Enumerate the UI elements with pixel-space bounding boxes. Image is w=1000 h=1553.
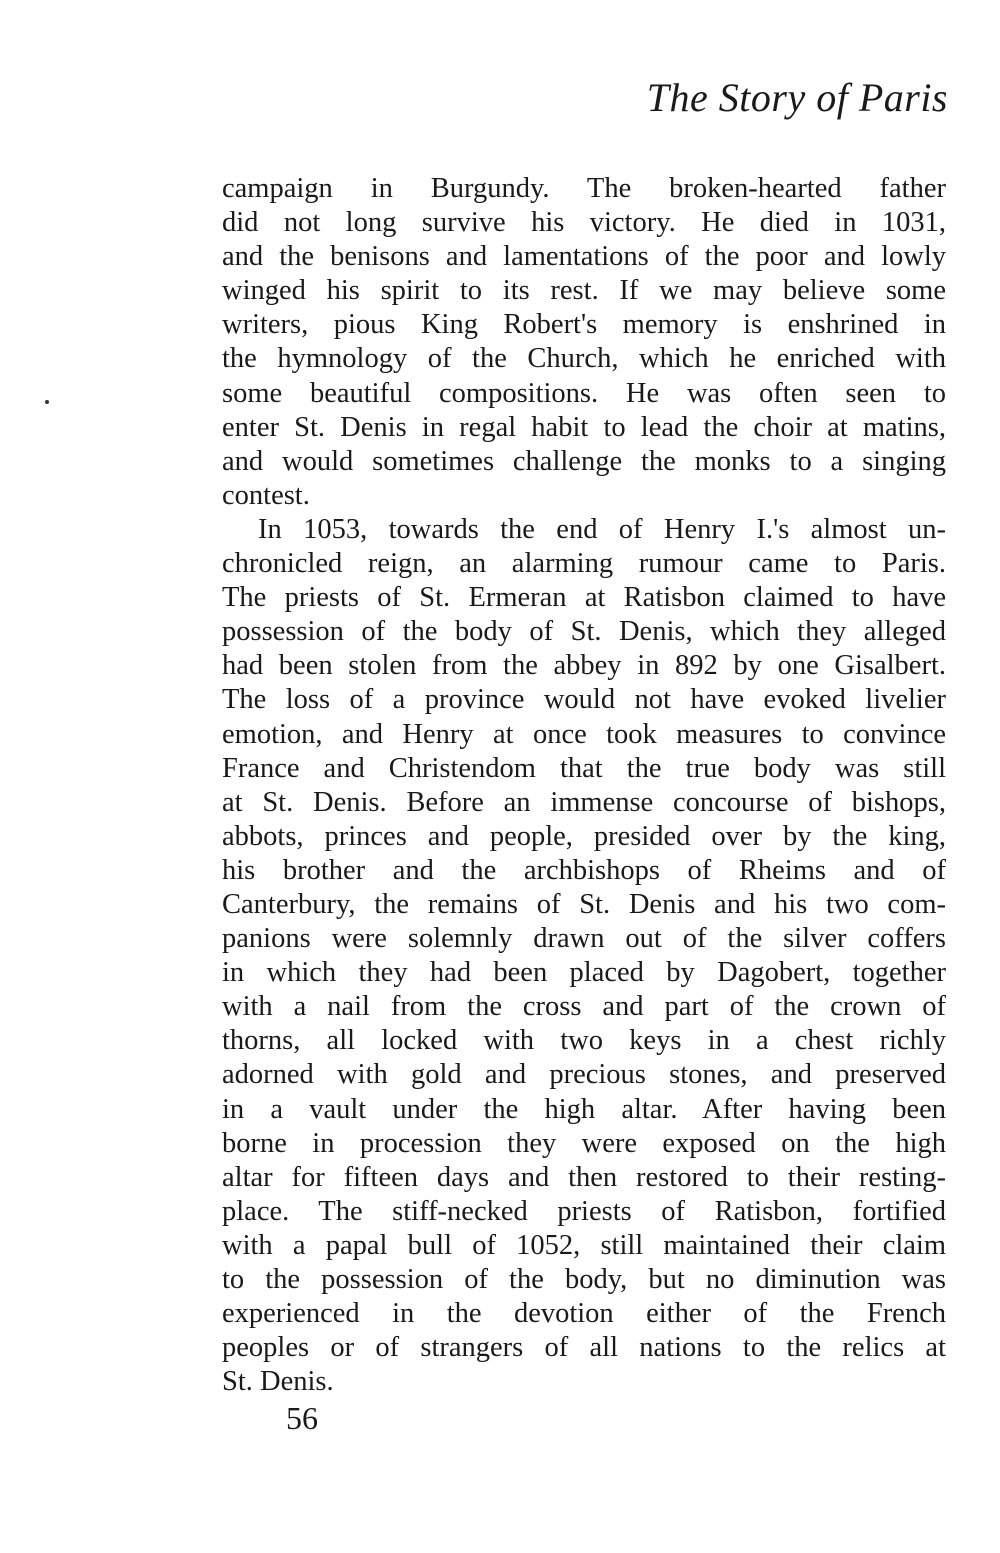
text-line: borne in procession they were exposed on the high [222,1127,946,1159]
text-line: thorns, all locked with two keys in a chest richly [222,1025,946,1057]
text-line: the hymnology of the Church, which he enriched with [222,343,946,375]
text-line: place. The stiff-necked priests of Ratisbon, fortified [222,1195,946,1227]
text-line: with a nail from the cross and part of the crown of [222,991,946,1023]
text-line: altar for fifteen days and then restored to their resting- [222,1161,946,1193]
text-line: had been stolen from the abbey in 892 by one Gisalbert. [222,650,946,682]
text-line: did not long survive his victory. He died in 1031, [222,207,946,239]
text-line: enter St. Denis in regal habit to lead the choir at matins, [222,411,946,443]
body-text [222,172,946,1399]
text-line: some beautiful compositions. He was often seen to [222,377,946,409]
stray-ink-mark [45,400,49,404]
text-line: to the possession of the body, but no diminution was [222,1264,946,1295]
page-number: 56 [286,1400,318,1436]
text-line: writers, pious King Robert's memory is enshrined in [222,309,946,341]
text-line: France and Christendom that the true body was still [222,752,946,784]
text-line: in which they had been placed by Dagobert, together [222,957,946,989]
paragraph-1 [222,172,946,513]
text-line: abbots, princes and people, presided over by the king, [222,820,946,852]
text-line: campaign in Burgundy. The broken-hearted father [222,173,946,204]
text-line: chronicled reign, an alarming rumour came to Paris. [222,548,946,580]
text-line: Canterbury, the remains of St. Denis and his two com- [222,888,946,920]
text-line: In 1053, towards the end of Henry I.'s almost un- [258,513,946,545]
text-line: at St. Denis. Before an immense concourse of bishops, [222,786,946,818]
text-line: St. Denis. [222,1366,334,1398]
text-line: winged his spirit to its rest. If we may believe some [222,275,946,307]
text-line: and would sometimes challenge the monks to a singing [222,445,946,477]
text-line: in a vault under the high altar. After having been [222,1093,946,1125]
text-line: his brother and the archbishops of Rheims and of [222,854,946,886]
text-line: adorned with gold and precious stones, and preserved [222,1059,946,1091]
text-line: contest. [222,479,310,511]
text-line: with a papal bull of 1052, still maintained their claim [222,1229,946,1261]
text-line: possession of the body of St. Denis, which they alleged [222,616,946,648]
text-line: experienced in the devotion either of the French [222,1298,946,1330]
text-line: emotion, and Henry at once took measures to convince [222,718,946,750]
text-line: The priests of St. Ermeran at Ratisbon claimed to have [222,582,946,614]
text-line: The loss of a province would not have evoked livelier [222,684,946,716]
text-line: peoples or of strangers of all nations to the relics at [222,1332,946,1364]
text-line: panions were solemnly drawn out of the silver coffers [222,923,946,955]
running-head-title: The Story of Paris [646,75,948,120]
text-line: and the benisons and lamentations of the poor and lowly [222,241,946,273]
paragraph-2 [222,513,946,1399]
